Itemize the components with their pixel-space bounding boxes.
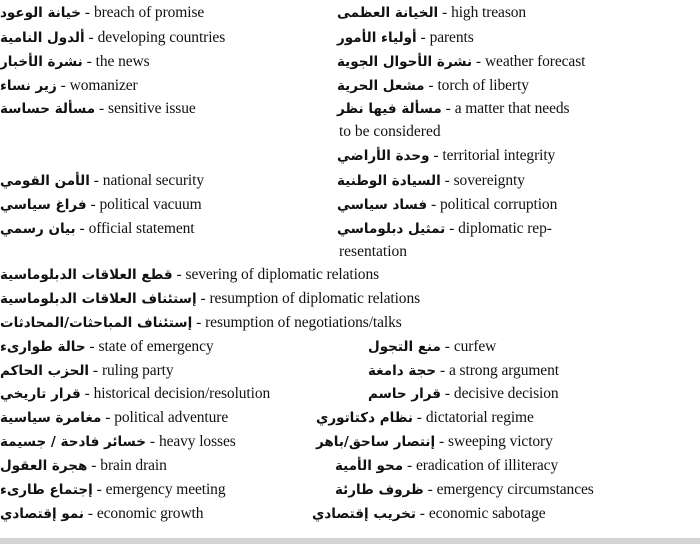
arabic-term: نشرة الأحوال الجوية (337, 54, 473, 70)
arabic-term: وحدة الأراضي (337, 148, 430, 164)
separator: - (85, 338, 99, 355)
glossary-entry (0, 338, 214, 356)
arabic-term: قرار حاسم (368, 386, 441, 402)
english-term: torch of liberty (437, 77, 529, 94)
separator: - (445, 220, 459, 237)
english-term: eradication of illiteracy (416, 457, 559, 474)
arabic-term: فراغ سياسي (0, 197, 87, 213)
glossary-entry (337, 4, 526, 22)
continuation-line: to be considered (339, 123, 441, 140)
glossary-entry (0, 290, 420, 308)
glossary-entry (0, 53, 150, 71)
arabic-term: إجتماع طارىء (0, 482, 93, 498)
arabic-term: الأمن القومي (0, 173, 90, 189)
glossary-entry (0, 100, 196, 118)
english-term: economic sabotage (428, 505, 546, 522)
separator: - (87, 457, 101, 474)
english-term: sensitive issue (108, 100, 196, 117)
arabic-term: تخريب إقتصادي (312, 506, 416, 522)
english-term: official statement (88, 220, 195, 237)
separator: - (89, 362, 102, 379)
separator: - (403, 457, 416, 474)
english-term: heavy losses (158, 433, 236, 450)
bottom-divider (0, 538, 700, 544)
separator: - (75, 220, 89, 237)
english-term: brain drain (100, 457, 167, 474)
separator: - (429, 147, 443, 164)
english-term: political adventure (114, 409, 229, 426)
english-term: national security (102, 172, 204, 189)
arabic-term: إنتصار ساحق/باهر (316, 434, 436, 450)
glossary-entry (0, 172, 204, 190)
separator: - (86, 196, 100, 213)
english-term: developing countries (97, 29, 226, 46)
glossary-entry (0, 29, 225, 47)
arabic-term: فساد سياسي (337, 197, 428, 213)
glossary-entry (0, 196, 202, 214)
english-term: emergency meeting (105, 481, 226, 498)
arabic-term: السيادة الوطنية (337, 173, 441, 189)
separator: - (427, 196, 440, 213)
arabic-term: حالة طوارىء (0, 339, 86, 355)
arabic-term: مسألة فيها نظر (337, 101, 442, 117)
arabic-term: خسائر فادحة / جسيمة (0, 434, 147, 450)
glossary-entry (316, 433, 553, 451)
separator: - (84, 29, 98, 46)
glossary-entry (335, 481, 594, 499)
glossary-entry (0, 4, 204, 22)
arabic-term: قرار تاريخي (0, 386, 81, 402)
separator: - (436, 362, 449, 379)
english-term: diplomatic rep- (458, 220, 552, 237)
english-term: ruling party (101, 362, 174, 379)
separator: - (415, 505, 429, 522)
arabic-term: نمو إقتصادي (0, 506, 84, 522)
english-term: political vacuum (99, 196, 202, 213)
english-term: decisive decision (453, 385, 559, 402)
separator: - (423, 481, 437, 498)
separator: - (438, 4, 452, 21)
english-term: sovereignty (453, 172, 525, 189)
glossary-entry (337, 77, 529, 95)
english-term: weather forecast (484, 53, 586, 70)
glossary-entry (335, 457, 558, 475)
glossary-entry (337, 172, 525, 190)
english-term: womanizer (69, 77, 138, 94)
english-term: sweeping victory (448, 433, 553, 450)
separator: - (440, 338, 454, 355)
separator: - (81, 4, 94, 21)
glossary-entry (337, 196, 557, 214)
english-term: political corruption (440, 196, 558, 213)
english-term: historical decision/resolution (93, 385, 271, 402)
separator: - (92, 481, 106, 498)
separator: - (412, 409, 426, 426)
glossary-entry (337, 53, 585, 71)
separator: - (56, 77, 70, 94)
glossary-entry (0, 385, 270, 403)
arabic-term: تمثيل دبلوماسي (337, 221, 446, 237)
glossary-entry (337, 147, 555, 165)
english-term: curfew (453, 338, 497, 355)
glossary-entry (0, 77, 138, 95)
arabic-term: محو الأمية (335, 458, 404, 474)
english-term: a strong argument (449, 362, 559, 379)
english-term: parents (429, 29, 474, 46)
separator: - (424, 77, 438, 94)
glossary-entry (0, 220, 195, 238)
arabic-term: هجرة العقول (0, 458, 88, 474)
separator: - (80, 385, 94, 402)
separator: - (83, 505, 97, 522)
arabic-term: إستئناف العلاقات الدبلوماسية (0, 291, 197, 307)
english-term: economic growth (96, 505, 204, 522)
arabic-term: نظام دكتاتوري (316, 410, 413, 426)
glossary-entry (337, 100, 569, 118)
glossary-entry (0, 433, 236, 451)
arabic-term: الخيانة العظمى (337, 5, 439, 21)
glossary-entry (316, 409, 534, 427)
glossary-entry (0, 362, 174, 380)
separator: - (472, 53, 485, 70)
arabic-term: بيان رسمي (0, 221, 76, 237)
english-term: the news (95, 53, 150, 70)
glossary-entry (312, 505, 546, 523)
english-term: emergency circumstances (436, 481, 594, 498)
glossary-entry (0, 266, 379, 284)
separator: - (89, 172, 103, 189)
arabic-term: مسألة حساسة (0, 101, 96, 117)
arabic-term: نشرة الأخبار (0, 54, 83, 70)
continuation-line: resentation (339, 243, 408, 260)
english-term: high treason (451, 4, 527, 21)
english-term: state of emergency (98, 338, 214, 355)
glossary-entry (368, 338, 496, 356)
separator: - (435, 433, 449, 450)
arabic-term: مشعل الحرية (337, 78, 425, 94)
arabic-term: ظروف طارئة (335, 482, 424, 498)
english-term: dictatorial regime (425, 409, 534, 426)
arabic-term: الحزب الحاكم (0, 363, 90, 379)
english-term: severing of diplomatic relations (185, 266, 380, 283)
arabic-term: زير نساء (0, 78, 57, 94)
separator: - (441, 385, 454, 402)
arabic-term: حجة دامغة (368, 363, 437, 379)
glossary-entry (0, 457, 167, 475)
glossary-entry (368, 362, 559, 380)
english-term: resumption of negotiations/talks (205, 314, 402, 331)
separator: - (196, 290, 210, 307)
arabic-term: ألدول النامية (0, 30, 85, 46)
separator: - (172, 266, 186, 283)
glossary-entry (368, 385, 559, 403)
arabic-term: مغامرة سياسية (0, 410, 102, 426)
english-term: territorial integrity (442, 147, 556, 164)
arabic-term: خيانة الوعود (0, 5, 82, 21)
glossary-entry (0, 314, 402, 332)
english-term: breach of promise (93, 4, 205, 21)
separator: - (95, 100, 109, 117)
glossary-entry (0, 481, 225, 499)
arabic-term: أولياء الأمور (337, 30, 417, 46)
separator: - (441, 100, 455, 117)
separator: - (82, 53, 96, 70)
english-term: a matter that needs (454, 100, 570, 117)
arabic-term: إستئناف المباحثات/المحادثات (0, 315, 193, 331)
separator: - (146, 433, 159, 450)
arabic-term: منع التجول (368, 339, 441, 355)
glossary-entry (0, 505, 203, 523)
glossary-entry (0, 409, 228, 427)
separator: - (192, 314, 206, 331)
arabic-term: قطع العلاقات الدبلوماسية (0, 267, 173, 283)
glossary-entry (337, 29, 474, 47)
separator: - (440, 172, 454, 189)
english-term: resumption of diplomatic relations (209, 290, 421, 307)
separator: - (416, 29, 430, 46)
glossary-entry (337, 220, 552, 238)
separator: - (101, 409, 115, 426)
